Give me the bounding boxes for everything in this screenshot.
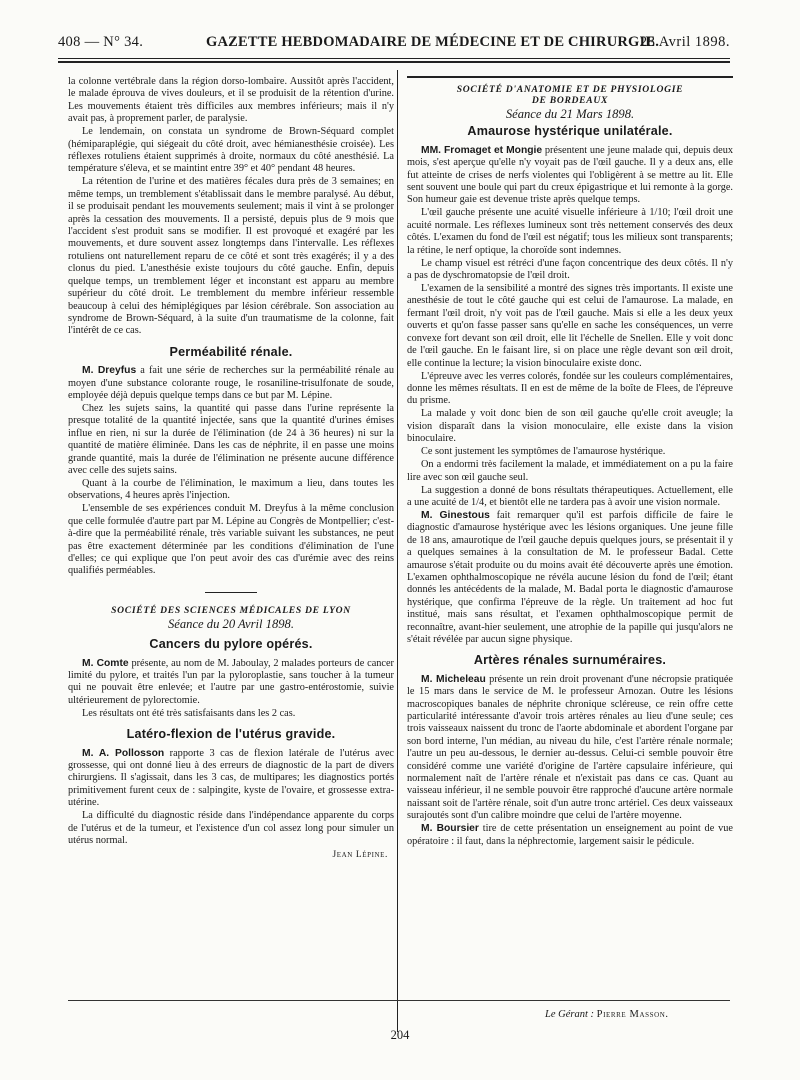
paragraph: Quant à la courbe de l'élimination, le maximum a lieu, dans toutes les observations, 4 heures après l'injection.	[68, 477, 394, 502]
society-name-bordeaux: SOCIÉTÉ D'ANATOMIE ET DE PHYSIOLOGIE DE BORDEAUX	[456, 84, 684, 106]
header-rule	[58, 58, 730, 59]
paragraph: La suggestion a donné de bons résultats thérapeutiques. Actuellement, elle a une acuité de 1/4, et bientôt elle ne tardera pas à avoir une vision normale.	[407, 484, 733, 508]
paragraph: L'ensemble de ses expériences conduit M. Dreyfus à la même conclusion que celle formulée d'autre part par M. Lépine au Congrès de Montpellier; c'est-à-dire que la perméabilité rénale, très variable suivant les substances, ne peut pas être exactement déterminée par les conditions d'élimination de l'une d'elles; ce qui explique que l'on peut avoir des cas d'urémie avec des reins qualifiés perméables.	[68, 503, 394, 577]
paragraph: La difficulté du diagnostic réside dans l'indépendance apparente du corps de l'utérus et de la tumeur, et l'existence d'un col assez long pour simuler un utérus normal.	[68, 810, 394, 847]
left-column	[68, 76, 394, 861]
paragraph: Ce sont justement les symptômes de l'amaurose hystérique.	[421, 446, 666, 458]
gerant-label: Le Gérant :	[545, 1009, 594, 1020]
section-heading-latero-flexion: Latéro-flexion de l'utérus gravide.	[126, 727, 336, 742]
issue-date: 28 Avril 1898.	[639, 34, 730, 50]
paragraph: L'examen de la sensibilité a montré des signes très importants. Il existe une anesthésie de tout le côté gauche qui est celui de l'amaurose. La malade, en fermant l'œil droit, n'y voit pas de l'œil gauche. Mais si elle a les deux yeux ouverts et qu'on fasse passer sans qu'elle en sache les conséquences, un verre convexe fort devant son œil droit, elle lit l'échelle de Snellen. Elle y voit donc de l'œil gauche. En le faisant lire, si on place une règle devant son œil droit, elle continue la lecture; la vision binoculaire existe donc.	[407, 283, 733, 369]
speaker-name: MM. Fromaget et Mongie	[421, 144, 543, 156]
right-column	[407, 76, 733, 849]
page-number: 204	[390, 1028, 410, 1042]
society-name-lyon: SOCIÉTÉ DES SCIENCES MÉDICALES DE LYON	[111, 604, 351, 616]
paragraph: M. Boursier tire de cette présentation un enseignement au point de vue opératoire : il faut, dans la néphrectomie, largement saisir le pédicule.	[407, 823, 733, 847]
paragraph: Le champ visuel est rétréci d'une façon concentrique des deux côtés. Il n'y a pas de dyschromatopsie de l'œil droit.	[407, 257, 733, 282]
paragraph: Les résultats ont été très satisfaisants dans les 2 cas.	[82, 707, 296, 719]
speaker-name: M. Ginestous	[421, 509, 490, 521]
paragraph: M. A. Pollosson rapporte 3 cas de flexion latérale de l'utérus avec grossesse, qui ont donné lieu à des erreurs de diagnostic de la part de divers chirurgiens. Il s'agissait, dans les 3 cas, de multipares; les diagnostics portés primitivement furent ceux de : salpingite, kyste de l'ovaire, et grossesse extra-utérine.	[68, 747, 394, 809]
speaker-name: M. A. Pollosson	[82, 747, 165, 759]
section-separator	[205, 592, 257, 593]
speaker-name: M. Comte	[82, 657, 129, 669]
paragraph: La rétention de l'urine et des matières fécales dura près de 3 semaines; en même temps, un tremblement s'établissait dans le membre paralysé. Au début, il se produisait pendant les mouvements seulement; mais il vint à se prolonger après la cessation des mouvements. Il a persisté, depuis plus de 9 mois que l'accident s'est produit sans se modifier. Il est provoqué et exagéré par les mouvements, et dure souvent assez longtemps dans l'intervalle. Les réflexes rotuliens ont naturellement reparu de ce côté et sont très exagérés; il y a des clonus du pied. L'anesthésie existe toujours du côté gauche. Enfin, depuis quelque temps, un tremblement léger et inconstant est apparu au membre supérieur du côté droit. Le tremblement du membre inférieur ressemble beaucoup à celui des hémiplégiques par lésion cérébrale. Son association au syndrome de Brown-Séquard, à la suite d'un traumatisme de la colonne, fait l'intérêt de ce cas.	[68, 176, 394, 337]
section-heading-arteres: Artères rénales surnuméraires.	[473, 653, 667, 668]
signature: Jean Lépine.	[332, 849, 388, 860]
paragraph: M. Dreyfus a fait une série de recherches sur la perméabilité rénale au moyen d'une substance colorante rouge, le rosaniline-trisulfonate de soude, employée déjà depuis quelque temps dans ce but par M. Lépine.	[68, 365, 394, 401]
paragraph: Le lendemain, on constata un syndrome de Brown-Séquard complet (hémiparaplégie, qui siégeait du côté droit, avec hémianesthésie croisée). Les réflexes rotuliens étaient supprimés à droite, normaux du côté anesthésié. La température s'éleva, et se maintint entre 39° et 40° pendant 48 heures.	[68, 126, 394, 175]
paragraph: L'œil gauche présente une acuité visuelle inférieure à 1/10; l'œil droit une acuité normale. Les réflexes lumineux sont très nettement conservés des deux côtés. L'examen du fond de l'œil est négatif; tous les milieux sont transparents; la rétine, le nerf optique, la choroïde sont indemnes.	[407, 207, 733, 256]
section-heading-amaurose: Amaurose hystérique unilatérale.	[467, 124, 673, 139]
section-separator	[407, 76, 733, 78]
paragraph: MM. Fromaget et Mongie présentent une jeune malade qui, depuis deux mois, s'est aperçue qu'elle n'y voyait pas de l'œil gauche. Il y a deux ans, elle fut atteinte de crises de nerfs violentes qui l'obligèrent à se mettre au lit. Elle sent souvent une boule qui part du creux épigastrique et lui remonte à la gorge. Son humeur gaie est devenue triste après quelque temps.	[407, 144, 734, 206]
page-issue-number: 408 — N° 34.	[58, 34, 144, 50]
section-heading-cancers: Cancers du pylore opérés.	[149, 637, 313, 652]
speaker-name: M. Micheleau	[421, 673, 486, 685]
session-date: Séance du 20 Avril 1898.	[167, 616, 295, 631]
session-date: Séance du 21 Mars 1898.	[505, 107, 635, 121]
paragraph: Chez les sujets sains, la quantité qui passe dans l'urine représente la presque totalité de la quantité injectée, sans que la quantité d'urines émises influe en rien, ni sur la durée de l'élimination (de 24 à 36 heures) ni sur la quantité de matière éliminée. Dans les cas de néphrite, il en passe une moins grande quantité, mais la durée de l'élimination ne présente aucune différence avec celle des sujets sains.	[68, 402, 394, 476]
gerant-name: Pierre Masson.	[596, 1009, 669, 1020]
publisher-credit	[545, 1009, 669, 1020]
page-header	[58, 34, 730, 56]
paragraph: la colonne vertébrale dans la région dorso-lombaire. Aussitôt après l'accident, le malade éprouva de vives douleurs, et il se produisit de la rétention d'urine. Les mouvements étaient très difficiles aux membres inférieurs; mais il n'y avait pas, à proprement parler, de paralysie.	[68, 76, 394, 125]
paragraph: M. Comte présente, au nom de M. Jaboulay, 2 malades porteurs de cancer limité du pylore, et traités l'un par la pyloroplastie, sans toucher à la tumeur qui ne pouvait être enlevée; et l'autre par une gastro-entérostomie, suivie ultérieurement de pylorectomie.	[68, 657, 394, 706]
paragraph: M. Ginestous fait remarquer qu'il est parfois difficile de faire le diagnostic d'amaurose hystérique avec les lésions organiques. Une jeune fille de 18 ans, amaurotique de l'œil gauche depuis quelques jours, se présentait il y a quelques semaines à la consultation de M. le professeur Badal. Cette amaurose s'était produite ou du moins avait été découverte après une émotion. L'examen ophthalmoscopique ne révéla aucune lésion du fond de l'œil; étant donnés les antécédents de la malade, M. Badal porta le diagnostic d'amaurose hystérique, que confirma l'épreuve de la règle. Un traitement ad hoc fut institué, mais sans résultat, et l'examen ophthalmoscopique permit de reconnaître, avant-hier seulement, une atrophie de la papille qui jusqu'alors ne s'était révélée par aucun signe physique.	[407, 509, 733, 645]
speaker-name: M. Boursier	[421, 823, 479, 835]
paragraph: La malade y voit donc bien de son œil gauche qu'elle croit aveugle; la vision disparaît dans la vision monoculaire, elle existe dans la vision binoculaire.	[407, 408, 733, 445]
paragraph: On a endormi très facilement la malade, et immédiatement on a pu la faire lire avec son œil gauche seul.	[407, 459, 733, 483]
paragraph: M. Micheleau présente un rein droit provenant d'une nécropsie pratiquée le 15 mars dans le service de M. le professeur Arnozan. Outre les lésions macroscopiques banales de néphrite chronique scléreuse, ce rein offre cette particularité intéressante d'avoir trois artères rénales au lieu d'une seule; ces trois vaisseaux naissent du tronc de l'aorte abdominale et abordent l'organe par son bord interne, l'un médian, au niveau du hile, c'est l'artère rénale normale; l'autre un peu au-dessous, le dernier au-dessus. Celui-ci semble pouvoir être considéré comme une variété d'origine de l'artère capsulaire inférieure, qui normalement naît de l'artère rénale et n'existait pas dans ce cas. Quant au vaisseau inférieur, il ne semble pouvoir être rapproché d'aucune artère normale naissant soit de l'artère rénale, soit d'un autre tronc artériel. Ces deux vaisseaux surajoutés sont d'un calibre moindre que celui de l'artère moyenne.	[407, 673, 733, 822]
paragraph: L'épreuve avec les verres colorés, fondée sur les couleurs complémentaires, donne les mêmes résultats. Il en est de même de la boîte de Flees, de l'épreuve du prisme.	[407, 370, 733, 407]
speaker-name: M. Dreyfus	[82, 365, 137, 377]
footer-rule	[68, 1000, 730, 1001]
column-divider	[397, 70, 398, 1032]
section-heading-permeabilite: Perméabilité rénale.	[169, 344, 293, 359]
journal-title: GAZETTE HEBDOMADAIRE DE MÉDECINE ET DE CHIRURGIE.	[206, 34, 660, 50]
header-rule-thick	[58, 61, 730, 63]
